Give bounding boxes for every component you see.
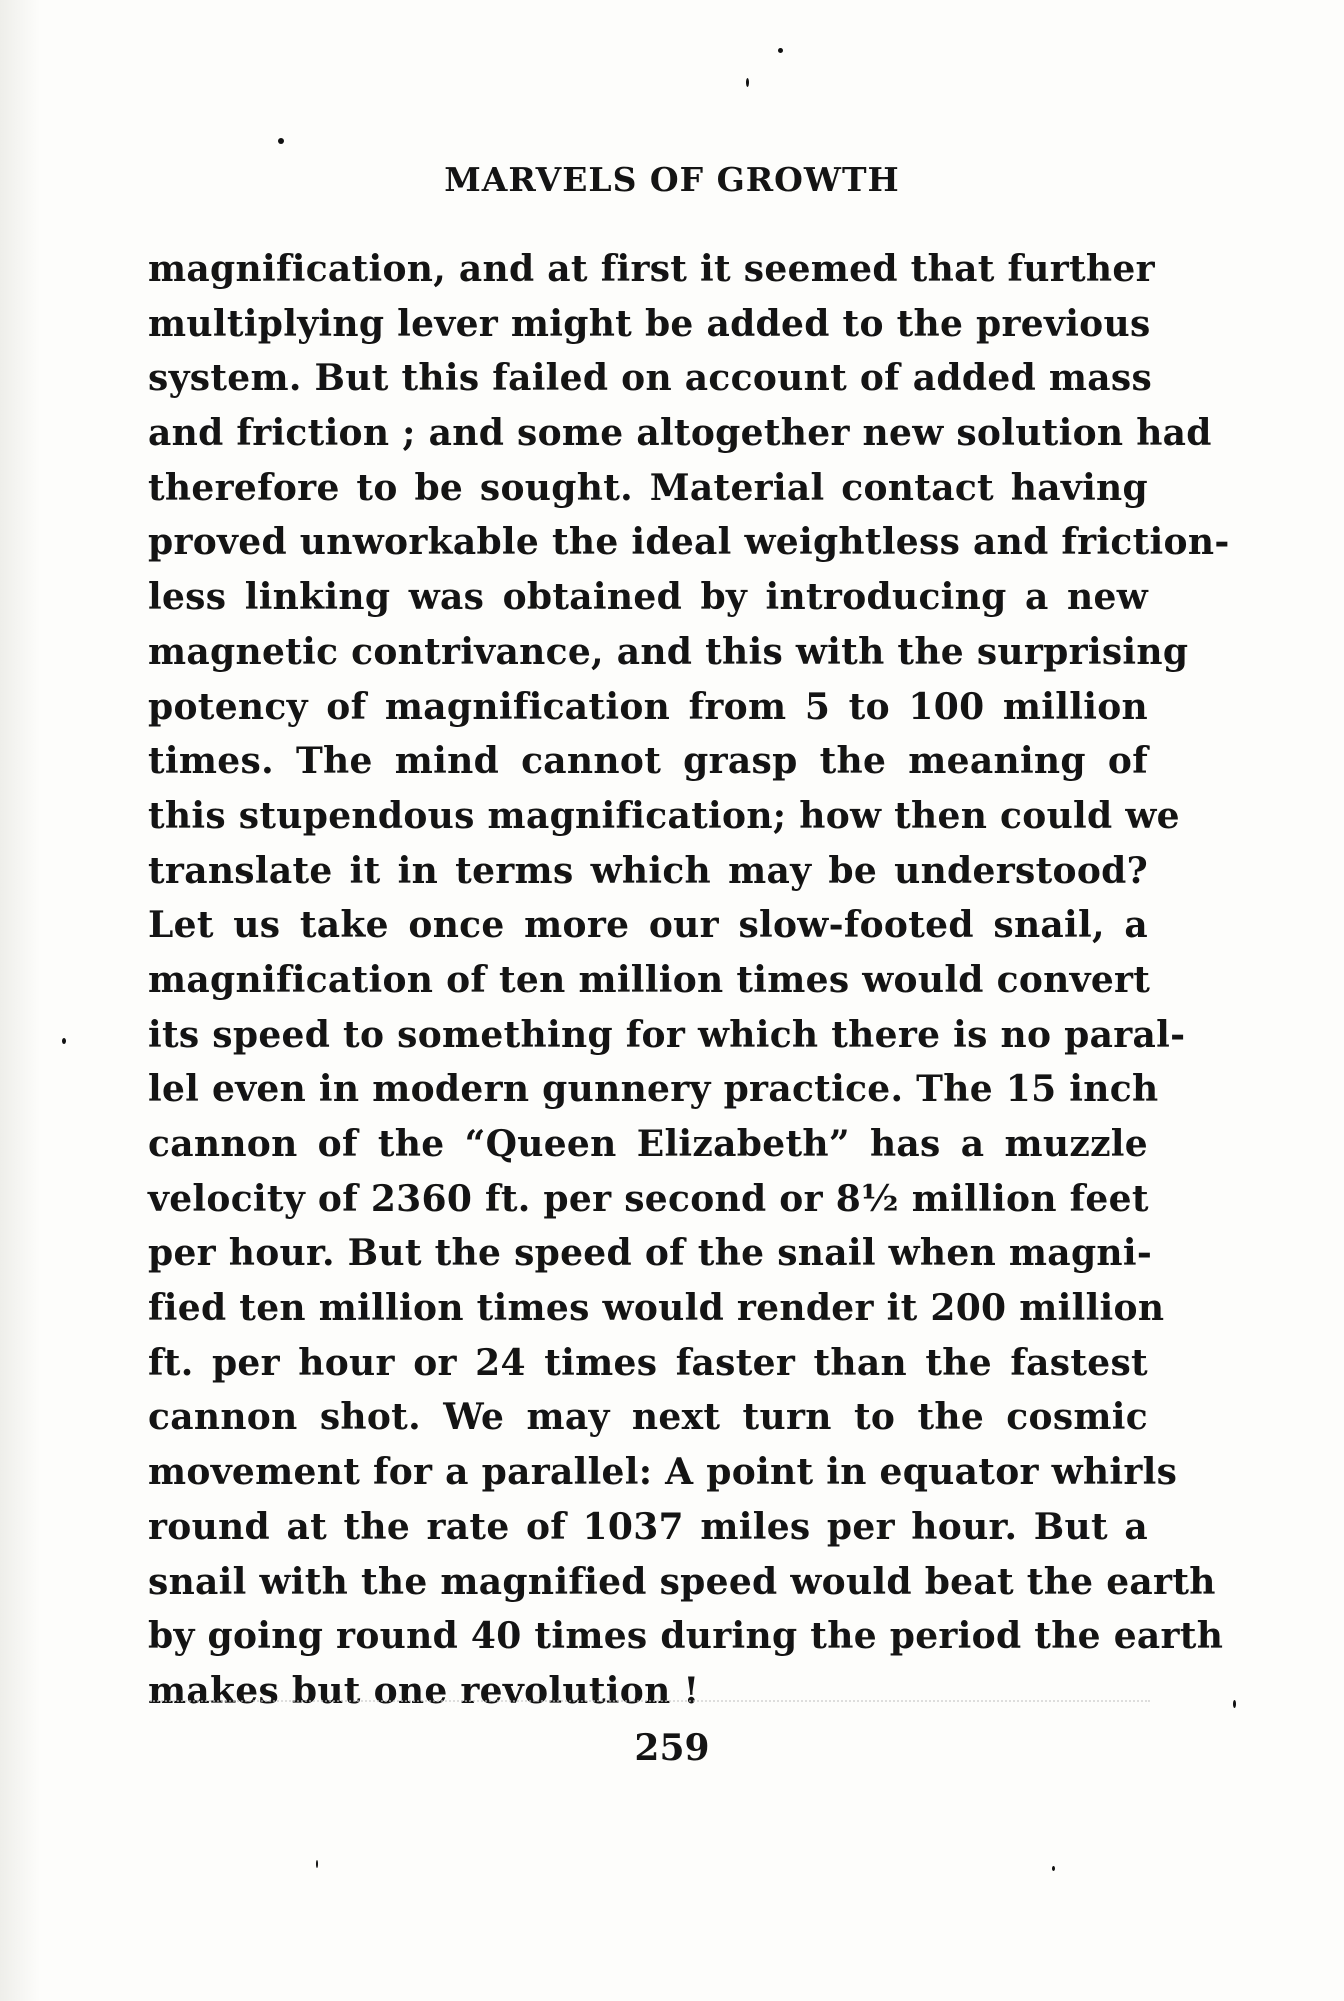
text-line: and friction ; and some altogether new solution had [148,412,1212,455]
ink-speck [278,138,284,144]
text-line: its speed to something for which there is no paral- [148,1013,1186,1056]
ink-speck [746,78,749,87]
page-number: 259 [634,1727,710,1769]
text-line: cannon shot. We may next turn to the cosmic [148,1396,1148,1439]
text-line: Let us take once more our slow-footed snail, a [148,904,1148,947]
text-line: translate it in terms which may be understood? [148,849,1148,892]
text-line: proved unworkable the ideal weightless and friction- [148,521,1230,564]
print-noise [150,1700,1150,1716]
text-line: ft. per hour or 24 times faster than the fastest [148,1341,1148,1384]
text-line: this stupendous magnification; how then could we [148,794,1180,837]
ink-speck [1052,1866,1055,1871]
text-line: by going round 40 times during the period the earth [148,1615,1224,1658]
text-line: times. The mind cannot grasp the meaning of [148,740,1148,783]
text-line: velocity of 2360 ft. per second or 8½ million feet [148,1177,1149,1220]
text-line: per hour. But the speed of the snail when magni- [148,1232,1153,1275]
text-line: therefore to be sought. Material contact having [148,466,1148,509]
ink-speck [62,1038,66,1044]
text-line: magnetic contrivance, and this with the surprising [148,630,1189,673]
text-line: less linking was obtained by introducing a new [148,576,1148,619]
text-line: fied ten million times would render it 200 million [148,1287,1165,1330]
text-line: snail with the magnified speed would beat the earth [148,1560,1216,1603]
ink-speck [1233,1700,1236,1708]
text-line: potency of magnification from 5 to 100 million [148,685,1148,728]
text-line: makes but one revolution ! [148,1669,700,1712]
text-line: multiplying lever might be added to the previous [148,302,1151,345]
ink-speck [316,1860,318,1868]
text-line: round at the rate of 1037 miles per hour. But a [148,1505,1148,1548]
text-line: lel even in modern gunnery practice. The 15 inch [148,1068,1159,1111]
text-line: magnification, and at first it seemed that further [148,248,1155,290]
page-gutter-shadow [0,0,40,2001]
ink-speck [778,48,783,53]
body-text [148,242,1230,1719]
text-line: movement for a parallel: A point in equator whirls [148,1451,1178,1494]
text-line: system. But this failed on account of added mass [148,357,1153,400]
running-title: MARVELS OF GROWTH [444,160,900,199]
text-line: cannon of the “Queen Elizabeth” has a muzzle [148,1123,1148,1165]
text-line: magnification of ten million times would convert [148,958,1151,1001]
